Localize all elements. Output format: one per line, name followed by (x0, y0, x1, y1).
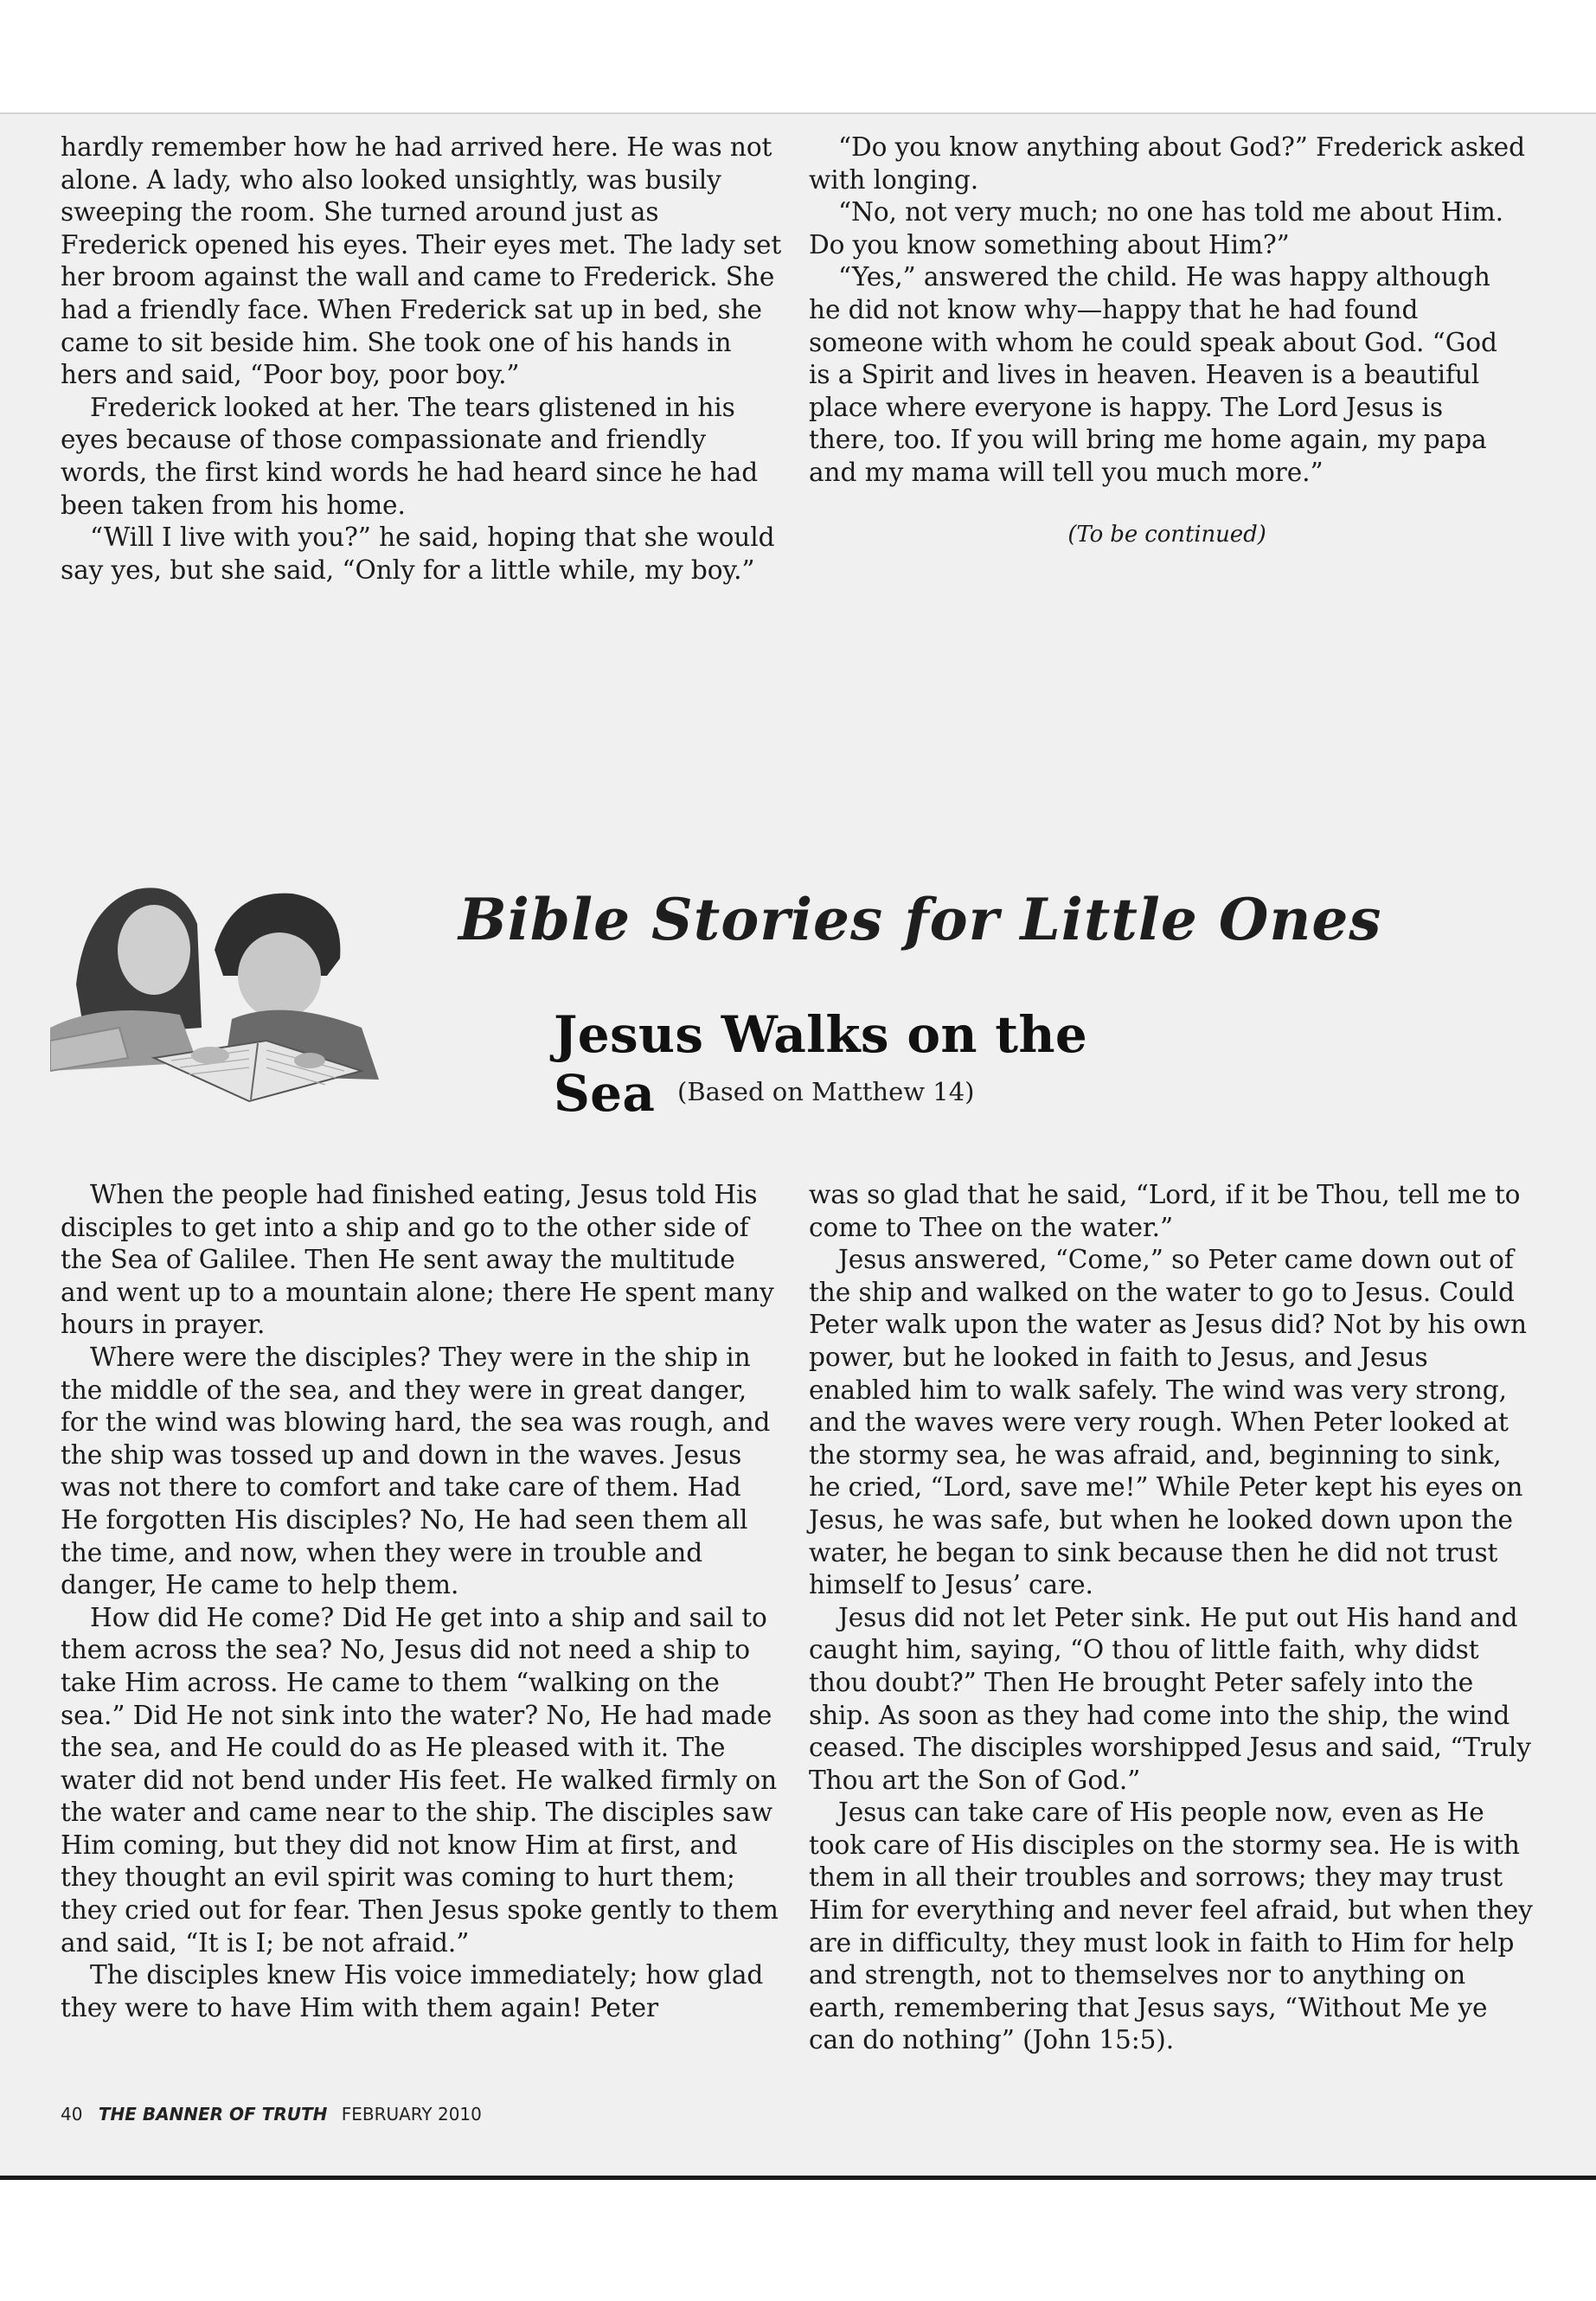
paragraph: Jesus can take care of His people now, even as He took care of His disciples on the stormy sea. He is with them in all their troubles and sorrows; they may trust Him for everything and never feel afraid, but when they are in difficulty, they must look in faith to Him for help and strength, not to themselves nor to anything on earth, remembering that Jesus says, “Without Me ye can do nothing” (John 15:5). (809, 1798, 1533, 2055)
paragraph: “No, not very much; no one has told me about Him. Do you know something about Him?” (809, 197, 1503, 260)
magazine-name: THE BANNER OF TRUTH (98, 2104, 328, 2125)
paragraph: “Do you know anything about God?” Frederick asked with longing. (809, 132, 1525, 195)
continued-story-left-column (61, 131, 785, 586)
paragraph: Jesus answered, “Come,” so Peter came down out of the ship and walked on the water to go to Jesus. Could Peter walk upon the water as Jesus did? Not by his own power, but he looked in faith to Jesus, and Jesus enabled him to walk safely. The wind was very strong, and the waves were very rough. When Peter looked at the stormy sea, he was afraid, and, beginning to sink, he cried, “Lord, save me!” While Peter kept his eyes on Jesus, he was safe, but when he looked down upon the water, he began to sink because then he did not trust himself to Jesus’ care. (809, 1245, 1528, 1600)
paragraph: Frederick looked at her. The tears glistened in his eyes because of those compassionate and friendly words, the first kind words he had heard since he had been taken from his home. (61, 392, 759, 520)
paragraph: Jesus did not let Peter sink. He put out His hand and caught him, saying, “O thou of little faith, why didst thou doubt?” Then He brought Peter safely into the ship. As soon as they had come into the ship, the wind ceased. The disciples worshipped Jesus and said, “Truly Thou art the Son of God.” (809, 1602, 1531, 1795)
paragraph: When the people had finished eating, Jesus told His disciples to get into a ship and go to the other side of the Sea of Galilee. Then He sent away the multitude and went up to a mountain alone; there He spent many hours in prayer. (61, 1180, 774, 1340)
paragraph: Where were the disciples? They were in the ship in the middle of the sea, and they were in great danger, for the wind was blowing hard, the sea was rough, and the ship was tossed up and down in the waves. Jesus was not there to comfort and take care of them. Had He forgotten His disciples? No, He had seen them all the time, and now, when they were in trouble and danger, He came to help them. (61, 1342, 771, 1600)
paragraph: The disciples knew His voice immediately; how glad they were to have Him with them again! Peter (61, 1960, 764, 2022)
paragraph: “Yes,” answered the child. He was happy although he did not know why—happy that he had found someone with whom he could speak about God. “God is a Spirit and lives in heaven. Heaven is a beautiful place where everyone is happy. The Lord Jesus is there, too. If you will bring me home again, my papa and my mama will tell you much more.” (809, 262, 1497, 487)
series-title: Bible Stories for Little Ones (458, 886, 1382, 953)
story-left-column (61, 1179, 785, 2024)
story-title: Jesus Walks on the Sea (554, 1005, 1088, 1123)
page-footer (61, 2104, 482, 2125)
continued-story-right-column (809, 131, 1525, 551)
scripture-reference: (Based on Matthew 14) (677, 1077, 975, 1106)
paragraph: “Will I live with you?” he said, hoping that she would say yes, but she said, “Only for a little while, my boy.” (61, 522, 775, 585)
paragraph: hardly remember how he had arrived here. He was not alone. A lady, who also looked unsightly, was busily sweeping the room. She turned around just as Frederick opened his eyes. Their eyes met. The lady set her broom against the wall and came to Frederick. She had a friendly face. When Frederick sat up in bed, she came to sit beside him. She took one of his hands in hers and said, “Poor boy, poor boy.” (61, 132, 782, 390)
children-reading-bible-photo (50, 855, 398, 1106)
issue-date: FEBRUARY 2010 (341, 2104, 482, 2125)
page-number: 40 (61, 2104, 83, 2125)
paragraph: How did He come? Did He get into a ship and sail to them across the sea? No, Jesus did not need a ship to take Him across. He came to them “walking on the sea.” Did He not sink into the water? No, He had made the sea, and He could do as He pleased with it. The water did not bend under His feet. He walked firmly on the water and came near to the ship. The disciples saw Him coming, but they did not know Him at first, and they thought an evil spirit was coming to hurt them; they cried out for fear. Then Jesus spoke gently to them and said, “It is I; be not afraid.” (61, 1602, 779, 1958)
paragraph: was so glad that he said, “Lord, if it be Thou, tell me to come to Thee on the water.” (809, 1180, 1521, 1242)
to-be-continued-note: (To be continued) (1067, 521, 1266, 548)
story-right-column (809, 1179, 1534, 2057)
